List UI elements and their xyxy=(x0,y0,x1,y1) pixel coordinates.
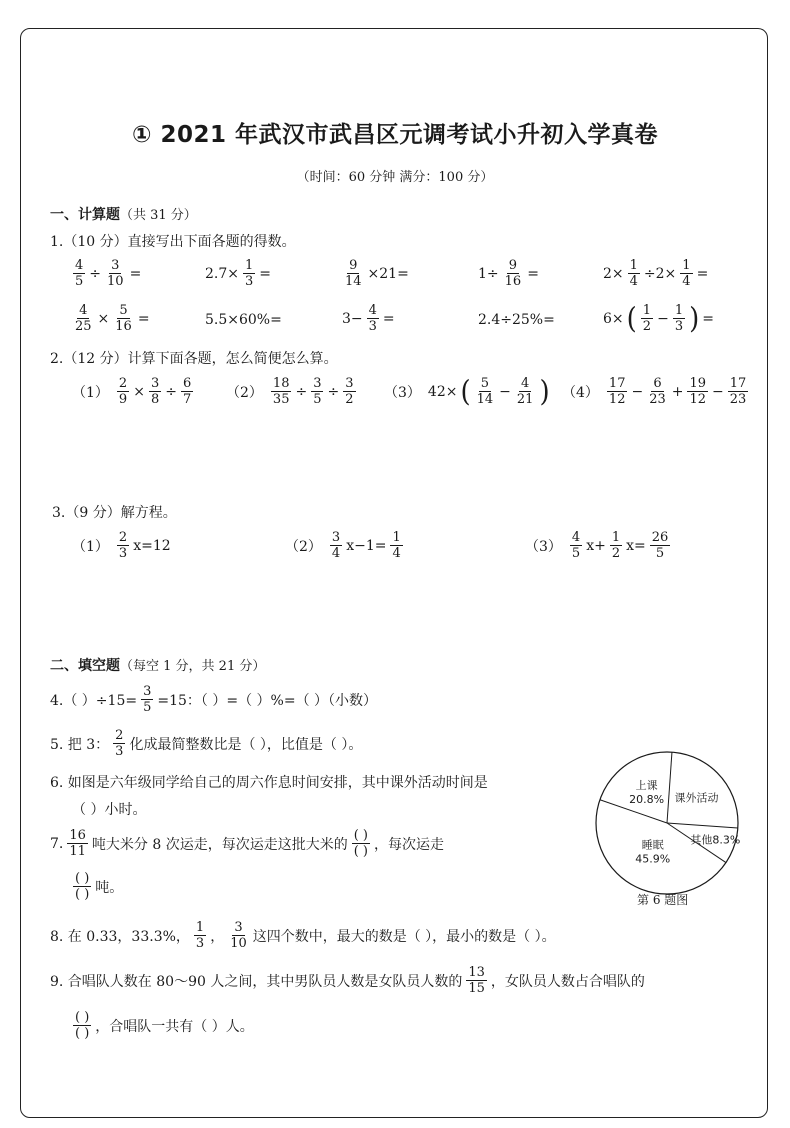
q1-r2-b3: 3− $\frac{4}{3}$ = xyxy=(342,303,395,334)
pie-slice-label: 其他8.3% xyxy=(690,833,741,847)
q3-eq-3: （3） $\frac{4}{5}$ x+ $\frac{1}{2}$ x= $\frac{26}{5}$ xyxy=(525,530,669,561)
exam-info: （时间：60 分钟 满分：100 分） xyxy=(296,170,494,185)
q9-line-2: $\frac{( )}{( )}$ ，合唱队一共有（ ）人。 xyxy=(75,1010,254,1041)
q1-r1-a4: 1÷ $\frac{9}{16}$ = xyxy=(478,258,539,289)
q1-r1-a3: $\frac{9}{14}$ ×21= xyxy=(345,258,409,289)
q1-r1-a2: 2.7× $\frac{1}{3}$ = xyxy=(205,258,272,289)
q1-r1-a1: $\frac{4}{5}$ ÷ $\frac{3}{10}$ = xyxy=(75,258,142,289)
q7-line-2: $\frac{( )}{( )}$ 吨。 xyxy=(75,871,124,902)
pie-chart-caption: 第 6 题图 xyxy=(637,893,689,907)
q1-r1-a5: 2× $\frac{1}{4}$ ÷2× $\frac{1}{4}$ = xyxy=(603,258,709,289)
section-1-heading: 一、计算题（共 31 分） xyxy=(50,207,197,223)
q1-stem: 1.（10 分）直接写出下面各题的得数。 xyxy=(50,234,296,250)
q3-eq-1: （1） $\frac{2}{3}$ x=12 xyxy=(72,530,171,561)
pie-chart xyxy=(592,748,742,898)
q9-answer-fraction[interactable]: $\frac{( )}{( )}$ xyxy=(75,1010,90,1041)
q2-item-2: （2） $\frac{18}{35}$ ÷ $\frac{3}{5}$ ÷ $\frac{3}{2}$ xyxy=(226,376,354,407)
q3-stem: 3.（9 分）解方程。 xyxy=(52,505,177,521)
q7-answer-fraction-2[interactable]: $\frac{( )}{( )}$ xyxy=(75,871,90,902)
pie-slice-label: 课外活动 xyxy=(674,791,719,805)
page-title: ① 2021 年武汉市武昌区元调考试小升初入学真卷 xyxy=(131,122,658,148)
q3-eq-2: （2） $\frac{3}{4}$ x−1= $\frac{1}{4}$ xyxy=(285,530,401,561)
q4: 4.（ ）÷15= $\frac{3}{5}$ =15：（ ）=（ ）%=（ ）（小数） xyxy=(50,684,378,715)
section-2-heading: 二、填空题（每空 1 分，共 21 分） xyxy=(50,658,266,674)
q1-r2-b2: 5.5×60%= xyxy=(205,312,282,328)
q1-r2-b1: $\frac{4}{25}$ × $\frac{5}{16}$ = xyxy=(75,303,150,334)
q2-item-4: （4） $\frac{17}{12}$ − $\frac{6}{23}$ + $\frac{19}{12}$ − $\frac{17}{23}$ xyxy=(562,376,747,407)
q5: 5. 把 3： $\frac{2}{3}$ 化成最简整数比是（ ），比值是（ ）。 xyxy=(50,728,363,759)
pie-slice-label: 睡眠 45.9% xyxy=(635,838,671,866)
q2-stem: 2.（12 分）计算下面各题，怎么简便怎么算。 xyxy=(50,351,338,367)
q1-r2-b4: 2.4÷25%= xyxy=(478,312,555,328)
pie-slice-label: 上课 20.8% xyxy=(629,779,665,807)
q8: 8. 在 0.33，33.3%， $\frac{1}{3}$ ， $\frac{3}{10}$ 这四个数中，最大的数是（ ），最小的数是（ ）。 xyxy=(50,920,556,951)
q2-item-3: （3） 42× ( $\frac{5}{14}$ − $\frac{4}{21}$ ) xyxy=(384,375,550,408)
q7-answer-fraction-1[interactable]: $\frac{( )}{( )}$ xyxy=(353,828,368,859)
q1-r2-b5: 6× ( $\frac{1}{2}$ − $\frac{1}{3}$ ) = xyxy=(603,302,714,335)
q2-item-1: （1） $\frac{2}{9}$ × $\frac{3}{8}$ ÷ $\frac{6}{7}$ xyxy=(72,376,192,407)
q7-line-1: 7. $\frac{16}{11}$ 吨大米分 8 次运走，每次运走这批大米的 $\frac{( )}{( )}$ ，每次运走 xyxy=(50,828,444,859)
q6-line-2: （ ）小时。 xyxy=(72,802,147,818)
q9-line-1: 9. 合唱队人数在 80～90 人之间，其中男队员人数是女队员人数的 $\frac{13}{15}$ ，女队员人数占合唱队的 xyxy=(50,965,645,996)
page-frame xyxy=(20,28,768,1118)
q6-line-1: 6. 如图是六年级同学给自己的周六作息时间安排，其中课外活动时间是 xyxy=(50,775,488,791)
